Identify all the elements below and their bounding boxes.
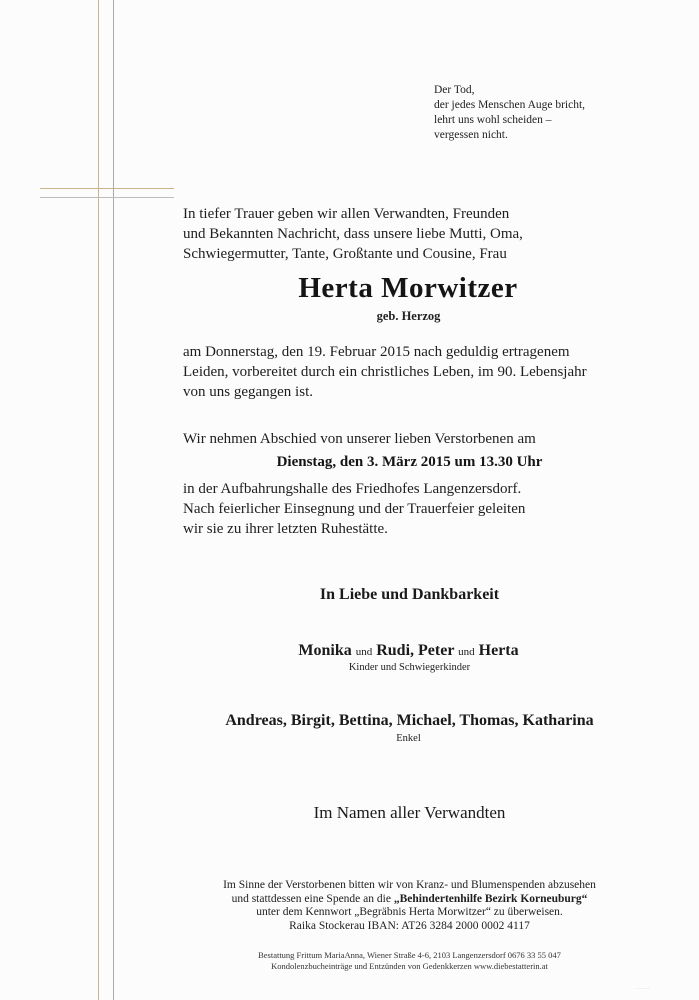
donation-line: Im Sinne der Verstorbenen bitten wir von Kranz- und Blumenspenden abzusehen xyxy=(223,879,596,891)
charity-name: „Behindertenhilfe Bezirk Korneuburg“ xyxy=(393,892,588,905)
death-paragraph xyxy=(183,342,587,402)
print-mark: ········ xyxy=(636,987,650,992)
love-line: In Liebe und Dankbarkeit xyxy=(319,586,500,603)
grandchildren-names: Andreas, Birgit, Bettina, Michael, Thomas, Katharina xyxy=(225,712,594,729)
death-line: am Donnerstag, den 19. Februar 2015 nach geduldig ertragenem xyxy=(183,344,570,360)
child-name: Rudi, Peter xyxy=(376,642,455,659)
funeral-date: Dienstag, den 3. März 2015 um 13.30 Uhr xyxy=(276,454,543,470)
cross-vertical-grey-line xyxy=(113,0,114,1000)
child-name: Monika xyxy=(298,642,352,659)
motto-verse xyxy=(434,83,585,143)
motto-line: vergessen nicht. xyxy=(434,129,508,141)
place-line: wir sie zu ihrer letzten Ruhestätte. xyxy=(183,521,388,537)
donation-line xyxy=(120,893,699,907)
death-line: von uns gegangen ist. xyxy=(183,384,313,400)
child-name: Herta xyxy=(478,642,519,659)
motto-line: lehrt uns wohl scheiden – xyxy=(434,114,552,126)
conjunction: und xyxy=(355,646,373,658)
conjunction: und xyxy=(458,646,475,658)
cross-vertical-gold-line xyxy=(98,0,99,1000)
farewell-line: Wir nehmen Abschied von unserer lieben Verstorbenen am xyxy=(183,431,536,447)
donation-line: unter dem Kennwort „Begräbnis Herta Morwitzer“ zu überweisen. xyxy=(256,906,563,918)
farewell-paragraph xyxy=(183,429,536,449)
intro-line: Schwiegermutter, Tante, Großtante und Cousine, Frau xyxy=(183,246,507,262)
cross-horizontal-grey-line xyxy=(40,197,174,198)
footer-line: Bestattung Frittum MariaAnna, Wiener Straße 4-6, 2103 Langenzersdorf 0676 33 55 047 xyxy=(258,950,561,960)
death-line: Leiden, vorbereitet durch ein christliches Leben, im 90. Lebensjahr xyxy=(183,364,587,380)
deceased-name: Herta Morwitzer xyxy=(298,272,518,304)
deceased-maiden-name: geb. Herzog xyxy=(376,309,441,323)
motto-line: der jedes Menschen Auge bricht, xyxy=(434,99,586,111)
intro-paragraph xyxy=(183,204,523,264)
donation-text: und stattdessen eine Spende an die xyxy=(231,892,394,905)
children-caption: Kinder und Schwiegerkinder xyxy=(348,662,471,673)
bank-details: Raika Stockerau IBAN: AT26 3284 2000 0002 4117 xyxy=(289,919,530,932)
motto-line: Der Tod, xyxy=(434,84,475,96)
intro-line: In tiefer Trauer geben wir allen Verwandten, Freunden xyxy=(183,206,510,222)
place-line: Nach feierlicher Einsegnung und der Trauerfeier geleiten xyxy=(183,501,526,517)
place-line: in der Aufbahrungshalle des Friedhofes Langenzersdorf. xyxy=(183,481,522,497)
children-names xyxy=(0,642,699,660)
footer-line: Kondolenzbucheinträge und Entzünden von Gedenkkerzen www.diebestatterin.at xyxy=(271,961,548,971)
undertaker-footer xyxy=(0,950,699,972)
donation-note xyxy=(0,879,699,933)
cross-center-gap xyxy=(99,189,113,197)
grandchildren-caption: Enkel xyxy=(396,733,421,744)
place-paragraph xyxy=(183,479,525,539)
intro-line: und Bekannten Nachricht, dass unsere liebe Mutti, Oma, xyxy=(183,226,523,242)
signature-line: Im Namen aller Verwandten xyxy=(313,803,506,822)
